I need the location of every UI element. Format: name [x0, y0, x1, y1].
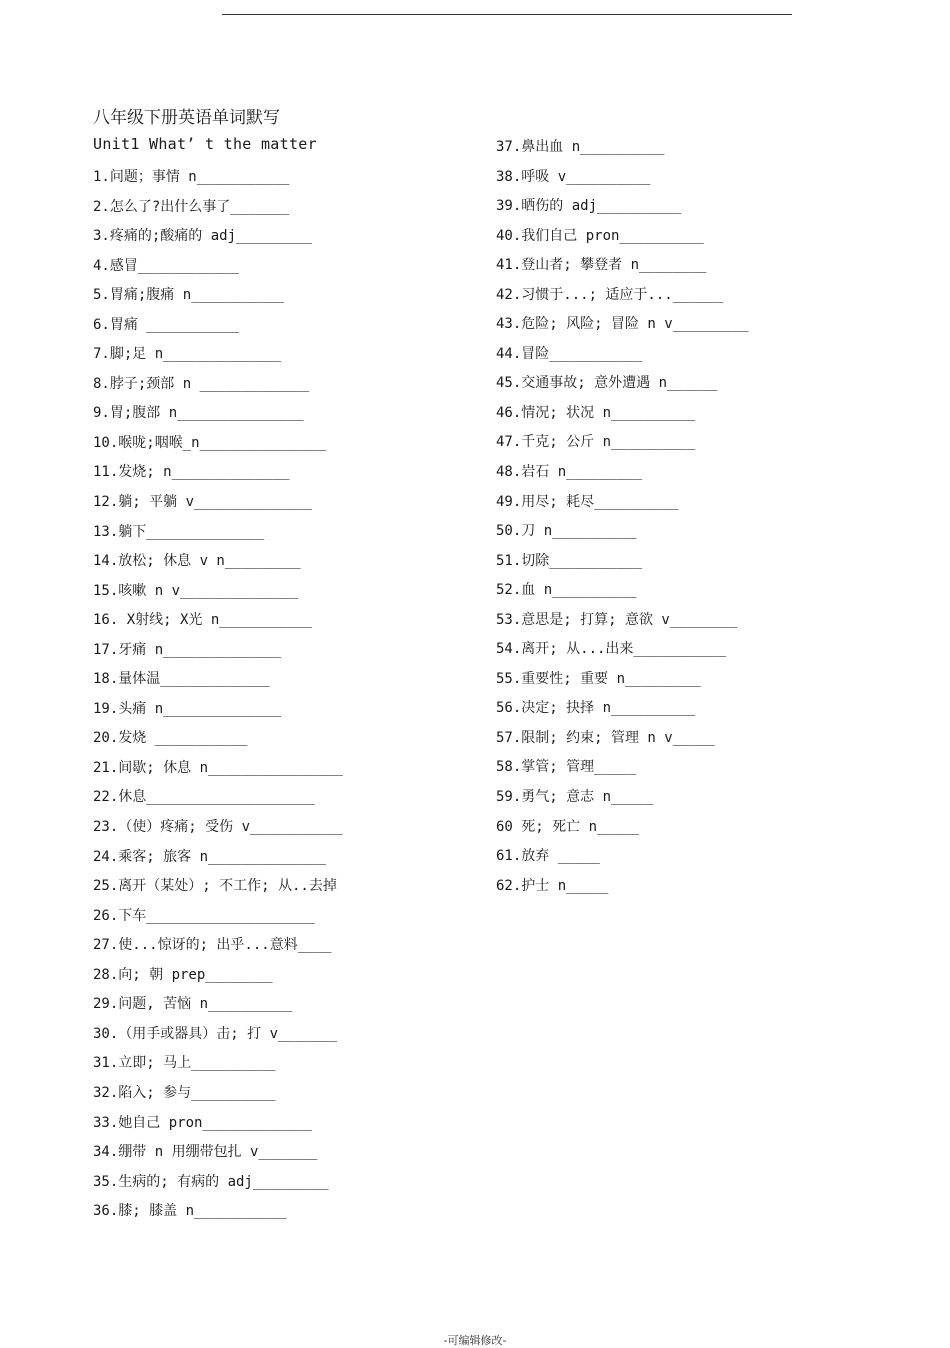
vocab-item: 15.咳嗽 n v______________ — [93, 582, 299, 599]
vocab-item: 45.交通事故; 意外遭遇 n______ — [496, 375, 718, 392]
vocab-item: 26.下车____________________ — [93, 907, 315, 924]
vocab-item: 54.离开; 从...出来___________ — [496, 641, 727, 658]
vocab-item: 16. X射线; X光 n___________ — [93, 612, 313, 629]
vocab-item: 13.躺下______________ — [93, 523, 265, 540]
vocab-item: 27.使...惊讶的; 出乎...意料____ — [93, 937, 332, 954]
vocab-list-right — [496, 137, 749, 905]
vocab-item: 39.晒伤的 adj__________ — [496, 198, 682, 215]
vocab-item: 40.我们自己 pron__________ — [496, 227, 704, 244]
vocab-item: 52.血 n__________ — [496, 582, 637, 599]
page-footer: -可编辑修改- — [443, 1334, 507, 1347]
unit-subtitle: Unit1 What’ t the matter — [93, 135, 317, 153]
vocab-item: 23.（使）疼痛; 受伤 v___________ — [93, 819, 343, 836]
vocab-item: 1.问题；事情 n___________ — [93, 169, 290, 185]
vocab-item: 58.掌管; 管理_____ — [496, 759, 637, 776]
vocab-item: 62.护士 n_____ — [496, 877, 609, 894]
vocab-item: 53.意思是; 打算; 意欲 v________ — [496, 611, 738, 628]
vocab-item: 50.刀 n__________ — [496, 523, 637, 540]
vocab-item: 38.呼吸 v__________ — [496, 168, 651, 185]
vocab-item: 5.胃痛;腹痛 n___________ — [93, 287, 284, 304]
vocab-list-left — [93, 167, 343, 1231]
vocab-item: 25.离开（某处）; 不工作; 从..去掉 — [93, 878, 337, 895]
vocab-item: 46.情况; 状况 n__________ — [496, 404, 696, 421]
vocab-item: 8.脖子;颈部 n _____________ — [93, 375, 310, 392]
vocab-item: 10.喉咙;咽喉_n_______________ — [93, 434, 327, 451]
vocab-item: 14.放松; 休息 v n_________ — [93, 553, 301, 570]
vocab-item: 56.决定; 抉择 n__________ — [496, 700, 696, 717]
vocab-item: 21.间歇; 休息 n________________ — [93, 759, 343, 776]
vocab-item: 31.立即; 马上__________ — [93, 1055, 276, 1072]
vocab-item: 37.鼻出血 n__________ — [496, 139, 665, 155]
vocab-item: 60 死; 死亡 n_____ — [496, 818, 640, 835]
vocab-item: 33.她自己 pron_____________ — [93, 1114, 313, 1131]
page-title: 八年级下册英语单词默写 — [93, 108, 280, 128]
vocab-item: 51.切除___________ — [496, 552, 643, 569]
header-rule — [222, 14, 792, 15]
vocab-item: 35.生病的; 有病的 adj_________ — [93, 1173, 329, 1190]
vocab-item: 9.胃;腹部 n_______________ — [93, 405, 304, 422]
vocab-item: 22.休息____________________ — [93, 789, 315, 806]
vocab-item: 24.乘客; 旅客 n______________ — [93, 848, 327, 865]
vocab-item: 20.发烧 ___________ — [93, 730, 248, 747]
vocab-item: 18.量体温_____________ — [93, 671, 270, 688]
vocab-item: 47.千克; 公斤 n__________ — [496, 434, 696, 451]
vocab-item: 28.向; 朝 prep________ — [93, 966, 273, 983]
vocab-item: 7.脚;足 n______________ — [93, 346, 282, 363]
vocab-item: 17.牙痛 n______________ — [93, 641, 282, 658]
vocab-item: 49.用尽; 耗尽__________ — [496, 493, 679, 510]
vocab-item: 41.登山者; 攀登者 n________ — [496, 257, 707, 274]
vocab-item: 36.膝; 膝盖 n___________ — [93, 1203, 287, 1220]
vocab-item: 11.发烧; n______________ — [93, 464, 290, 481]
vocab-item: 12.躺; 平躺 v______________ — [93, 494, 313, 511]
vocab-item: 32.陷入; 参与__________ — [93, 1084, 276, 1101]
vocab-item: 6.胃痛 ___________ — [93, 316, 240, 333]
vocab-item: 30.（用手或器具）击; 打 v_______ — [93, 1025, 338, 1042]
vocab-item: 2.怎么了?出什么事了_______ — [93, 198, 290, 215]
vocab-item: 3.疼痛的;酸痛的 adj_________ — [93, 228, 312, 245]
vocab-item: 29.问题, 苦恼 n__________ — [93, 996, 293, 1013]
vocab-item: 19.头痛 n______________ — [93, 700, 282, 717]
vocab-item: 42.习惯于...; 适应于...______ — [496, 286, 724, 303]
vocab-item: 48.岩石 n_________ — [496, 464, 643, 481]
vocab-item: 4.感冒____________ — [93, 257, 240, 274]
vocab-item: 43.危险; 风险; 冒险 n v_________ — [496, 316, 749, 333]
vocab-item: 59.勇气; 意志 n_____ — [496, 789, 654, 806]
vocab-item: 44.冒险___________ — [496, 345, 643, 362]
vocab-item: 57.限制; 约束; 管理 n v_____ — [496, 729, 715, 746]
vocab-item: 61.放弃 _____ — [496, 848, 600, 865]
vocab-item: 55.重要性; 重要 n_________ — [496, 670, 701, 687]
vocab-item: 34.绷带 n 用绷带包扎 v_______ — [93, 1144, 318, 1161]
